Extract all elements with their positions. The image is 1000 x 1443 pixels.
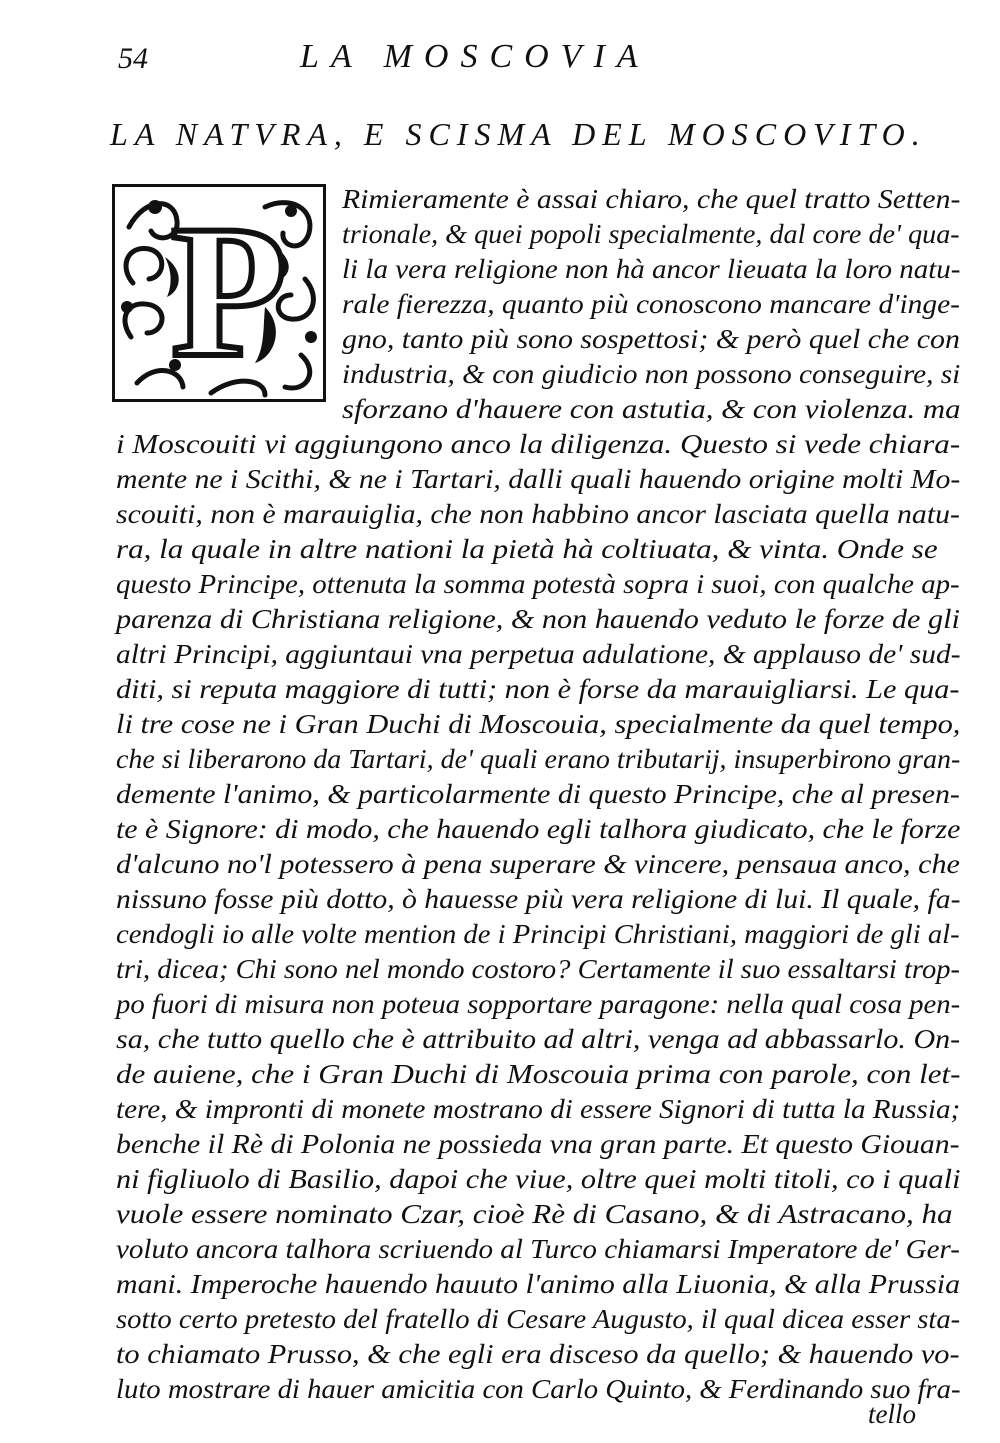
text-line: voluto ancora talhora scriuendo al Turco chiamarsi Imperatore de' Ger-	[116, 1234, 960, 1264]
text-line: ra, la quale in altre nationi la pietà hà coltiuata, & vinta. Onde se	[116, 534, 938, 564]
dropcap-letter: P	[171, 187, 288, 397]
text-line: de auiene, che i Gran Duchi di Moscouia prima con parole, con let-	[116, 1059, 961, 1089]
text-line: cendogli io alle volte mention de i Principi Christiani, maggiori de gli al-	[116, 919, 960, 949]
text-line: sotto certo pretesto del fratello di Cesare Augusto, il qual dicea esser sta-	[116, 1304, 961, 1334]
text-line: rale fierezza, quanto più conoscono mancare d'inge-	[342, 289, 960, 319]
text-line: mente ne i Scithi, & ne i Tartari, dalli quali hauendo origine molti Mo-	[116, 464, 961, 494]
text-line: i Moscouiti vi aggiungono anco la diligenza. Questo si vede chiara-	[116, 429, 961, 459]
text-line: industria, & con giudicio non possono conseguire, si	[342, 359, 961, 389]
text-line: to chiamato Prusso, & che egli era disceso da quello; & hauendo vo-	[116, 1339, 960, 1369]
text-line: sforzano d'hauere con astutia, & con violenza. ma	[342, 394, 961, 424]
text-line: questo Principe, ottenuta la somma potestà sopra i suoi, con qualche ap-	[116, 569, 960, 599]
text-line: ni figliuolo di Basilio, dapoi che viue, oltre quei molti titoli, co i quali	[116, 1164, 961, 1194]
running-head: LA MOSCOVIA	[300, 38, 650, 75]
text-line: te è Signore: di modo, che hauendo egli talhora giudicato, che le forze	[116, 814, 961, 844]
text-line: nissuno fosse più dotto, ò hauesse più vera religione di lui. Il quale, fa-	[116, 884, 961, 914]
catchword: tello	[868, 1399, 916, 1429]
text-line: che si liberarono da Tartari, de' quali erano tributarij, insuperbirono gran-	[116, 744, 961, 774]
text-line: scouiti, non è marauiglia, che non habbino ancor lasciata quella natu-	[116, 499, 960, 529]
text-line: sa, che tutto quello che è attribuito ad altri, venga ad abbassarlo. On-	[116, 1024, 961, 1054]
text-line: mani. Imperoche hauendo hauuto l'animo alla Liuonia, & alla Prussia	[116, 1269, 961, 1299]
chapter-title: LA NATVRA, E SCISMA DEL MOSCOVITO.	[110, 116, 927, 152]
text-line: diti, si reputa maggiore di tutti; non è forse da marauigliarsi. Le qua-	[116, 674, 960, 704]
text-line: trionale, & quei popoli specialmente, dal core de' qua-	[342, 219, 960, 249]
text-line: d'alcuno no'l potessero à pena superare & vincere, pensaua anco, che	[116, 849, 960, 879]
text-line: gno, tanto più sono sospettosi; & però quel che con	[342, 324, 960, 354]
text-line: demente l'animo, & particolarmente di questo Principe, che al presen-	[116, 779, 960, 809]
text-line: tri, dicea; Chi sono nel mondo costoro? Certamente il suo essaltarsi trop-	[116, 954, 960, 984]
text-line: benche il Rè di Polonia ne possieda vna gran parte. Et questo Giouan-	[116, 1129, 960, 1159]
page-number: 54	[118, 42, 148, 75]
text-line: po fuori di misura non poteua sopportare paragone: nella qual cosa pen-	[116, 989, 961, 1019]
text-line: li la vera religione non hà ancor lieuata la loro natu-	[342, 254, 961, 284]
text-line: Rimieramente è assai chiaro, che quel tratto Setten-	[342, 184, 961, 214]
text-line: altri Principi, aggiuntaui vna perpetua adulatione, & applauso de' sud-	[116, 639, 961, 669]
text-line: luto mostrare di hauer amicitia con Carlo Quinto, & Ferdinando suo fra-	[116, 1374, 961, 1404]
text-line: parenza di Christiana religione, & non hauendo veduto le forze de gli	[116, 604, 960, 634]
text-line: vuole essere nominato Czar, cioè Rè di Casano, & di Astracano, ha	[116, 1199, 953, 1229]
text-line: tere, & impronti di monete mostrano di essere Signori di tutta la Russia;	[116, 1094, 961, 1124]
text-line: li tre cose ne i Gran Duchi di Moscouia, specialmente da quel tempo,	[116, 709, 961, 739]
